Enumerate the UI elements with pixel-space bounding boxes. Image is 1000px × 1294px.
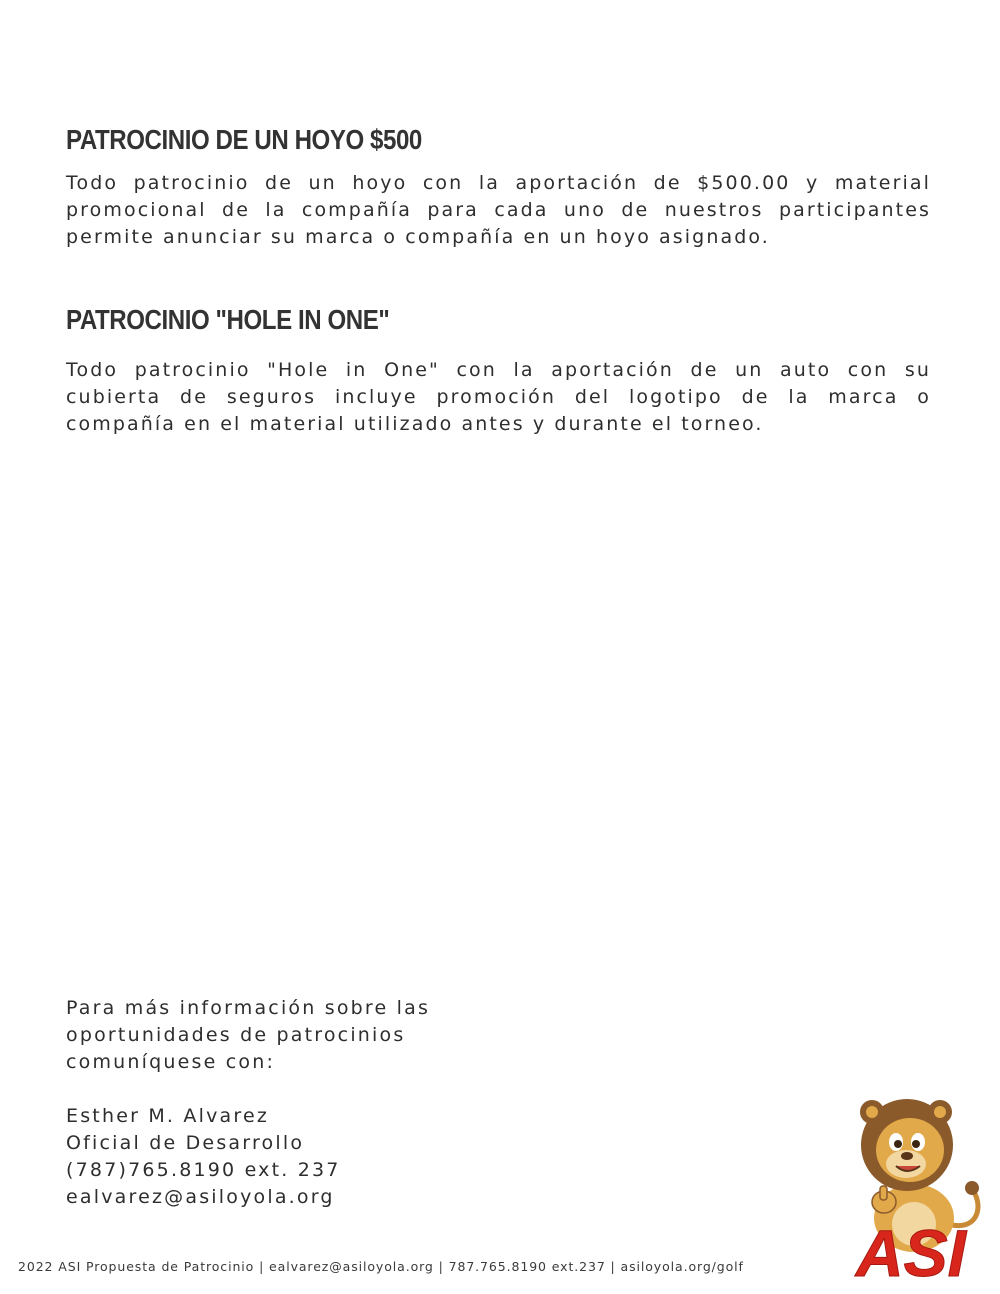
section-body-hole-in-one: Todo patrocinio "Hole in One" con la aportación de un auto con su cubierta de seguros incluye promoción del logotipo de la marca o compañía en el material utilizado antes y durante el torneo.	[66, 359, 931, 435]
contact-intro-line: oportunidades de patrocinios	[66, 1024, 406, 1046]
section-title-hole-in-one: PATROCINIO "HOLE IN ONE"	[66, 304, 390, 335]
contact-email[interactable]: ealvarez@asiloyola.org	[66, 1186, 335, 1208]
section-title-hole-sponsorship: PATROCINIO DE UN HOYO $500	[66, 124, 422, 155]
logo-text: ASI	[855, 1216, 967, 1280]
page-footer: 2022 ASI Propuesta de Patrocinio | ealvarez@asiloyola.org | 787.765.8190 ext.237 | asiloyola.org/golf	[18, 1259, 744, 1274]
contact-intro	[66, 995, 430, 1076]
section-body-hole-sponsorship: Todo patrocinio de un hoyo con la aportación de $500.00 y material promocional de la compañía para cada uno de nuestros participantes permite anunciar su marca o compañía en un hoyo asignado.	[66, 172, 931, 248]
contact-intro-line: comuníquese con:	[66, 1051, 276, 1073]
contact-person	[66, 1103, 341, 1211]
contact-name: Esther M. Alvarez	[66, 1105, 270, 1127]
contact-phone[interactable]: (787)765.8190 ext. 237	[66, 1159, 341, 1181]
asi-logo	[832, 1090, 990, 1280]
contact-role: Oficial de Desarrollo	[66, 1132, 305, 1154]
contact-intro-line: Para más información sobre las	[66, 997, 431, 1019]
